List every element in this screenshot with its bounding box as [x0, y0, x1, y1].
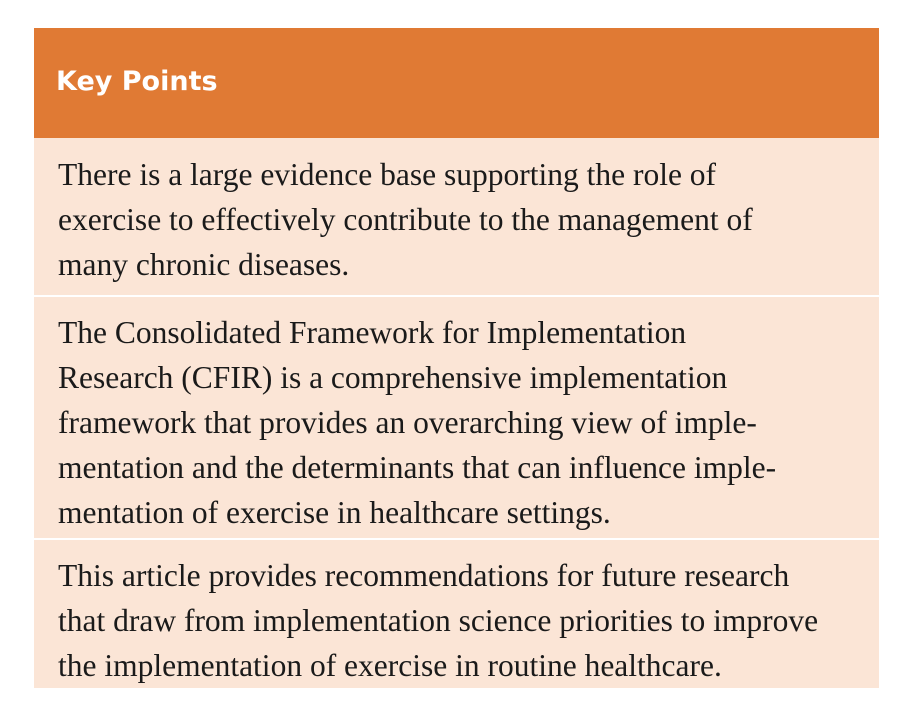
- key-point-line: mentation and the determinants that can influence imple-: [58, 450, 777, 485]
- key-point-line: This article provides recommendations for future research: [58, 558, 790, 593]
- key-point-line: Research (CFIR) is a comprehensive implementation: [58, 360, 728, 395]
- key-points-title: Key Points: [56, 65, 218, 97]
- key-point-item: [34, 297, 879, 538]
- key-point-item: [34, 540, 879, 692]
- key-point-line: The Consolidated Framework for Implementation: [58, 315, 687, 350]
- key-point-line: exercise to effectively contribute to the management of: [58, 202, 753, 237]
- key-point-line: There is a large evidence base supporting the role of: [58, 157, 717, 192]
- key-point-item: [34, 138, 879, 295]
- key-points-header: [34, 28, 879, 138]
- key-point-line: mentation of exercise in healthcare settings.: [58, 495, 611, 530]
- key-point-line: many chronic diseases.: [58, 247, 350, 282]
- key-point-line: the implementation of exercise in routine healthcare.: [58, 648, 722, 683]
- key-points-box: [34, 28, 879, 688]
- key-point-line: that draw from implementation science priorities to improve: [58, 603, 819, 638]
- key-point-line: framework that provides an overarching view of imple-: [58, 405, 757, 440]
